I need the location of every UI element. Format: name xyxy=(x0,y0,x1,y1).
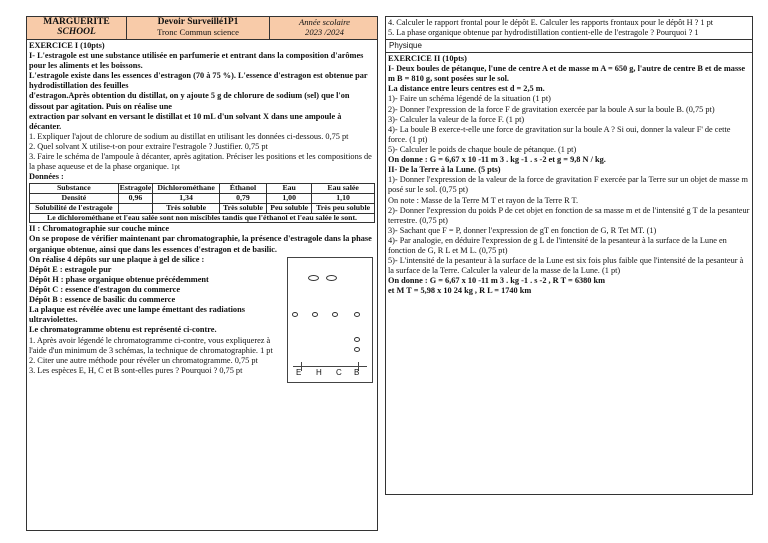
part1-intro: I- L'estragole est une substance utilisée en parfumerie et entrant dans la composition d'arômes pour les aliments et les boissons. xyxy=(29,51,364,71)
ex2-part2-question-5: 5)- L'intensité de la pesanteur à la surface de la Lune est six fois plus faible que l'intensité de la pesanteur à la surface de la Terre. Calculer la valeur de la masse de la Lune. (1 pt) xyxy=(388,256,744,276)
question-1: 1. Expliquer l'ajout de chlorure de sodium au distillat en utilisant les données ci-dessous. 0,75 pt xyxy=(29,131,349,141)
spot-marker xyxy=(354,312,360,317)
part2-intro: On se propose de vérifier maintenant par chromatographie, la présence d'estragole dans la phase organique obtenue, ainsi que dans les essences d'estragon et de basilic. xyxy=(29,234,372,254)
table-cell: 1,10 xyxy=(312,194,375,204)
exam-level: Tronc Commun science xyxy=(157,26,239,37)
exercise-2-title: EXERCICE II (10pts) xyxy=(388,53,467,63)
section-physique: Physique xyxy=(385,40,753,53)
deposit-b: Dépôt B : essence de basilic du commerce xyxy=(29,295,176,305)
continued-questions xyxy=(385,16,753,40)
part2-setup: On réalise 4 dépôts sur une plaque à gel de silice : xyxy=(29,254,205,264)
year-cell xyxy=(270,17,379,39)
ex2-question-4: 4)- La boule B exerce-t-elle une force de gravitation sur la boule A ? Si oui, donner la valeur F' de cette force. (1 pt) xyxy=(388,124,731,144)
spot-marker xyxy=(326,275,337,281)
table-cell: 0,96 xyxy=(118,194,153,204)
table-cell: Eau xyxy=(267,184,312,194)
plate-label-h: H xyxy=(316,367,322,377)
ex2-part1-intro: I- Deux boules de pétanque, l'une de centre A et de masse m A = 650 g, l'autre de centre B et de masse m B = 810 g, sont posées sur le sol. xyxy=(388,64,746,84)
table-cell: 1,34 xyxy=(153,194,220,204)
table-cell: Très soluble xyxy=(153,203,220,213)
title-cell xyxy=(127,17,270,39)
spot-marker xyxy=(292,312,298,317)
ex2-part2-note: On note : Masse de la Terre M T et rayon de la Terre R T. xyxy=(388,195,579,205)
year-value: 2023 /2024 xyxy=(305,26,344,37)
school-cell xyxy=(27,17,127,39)
ex2-part2-question-4: 4)- Par analogie, en déduire l'expression de g L de l'intensité de la pesanteur à la surface de la Lune en fonction de G, R L et M L. (0,75 pt) xyxy=(388,235,727,256)
question-3 xyxy=(29,152,375,172)
table-note: Le dichlorométhane et l'eau salée sont non miscibles tandis que l'éthanol et l'eau salée le sont. xyxy=(30,213,375,223)
table-row xyxy=(30,194,375,204)
chroma-question-2: 2. Citer une autre méthode pour révéler un chromatogramme. 0,75 pt xyxy=(29,355,258,365)
ex2-given-2-line1: On donne : G = 6,67 x 10 -11 m 3 . kg -1 . s -2 , R T = 6380 km xyxy=(388,276,606,286)
deposit-e: Dépôt E : estragole pur xyxy=(29,264,112,274)
chroma-question-1: 1. Après avoir légendé le chromatogramme ci-contre, vous expliquerez à l'aide d'un minimum de 3 schémas, la technique de chromatographie. 1 pt xyxy=(29,335,273,355)
table-row xyxy=(30,203,375,213)
table-cell: Dichlorométhane xyxy=(153,184,220,194)
question-3-text: 3. Faire le schéma de l'ampoule à décanter, après agitation. Préciser les positions et les compositions de la phase aqueuse et de la phase organique. xyxy=(29,152,372,172)
exercise-1-box xyxy=(26,40,378,531)
ex2-part2-question-1: 1)- Donner l'expression de la valeur de la force de gravitation F exercée par la Terre sur un objet de masse m posé sur le sol. (0,75 pt) xyxy=(388,175,748,195)
table-cell: Substance xyxy=(30,184,119,194)
part1-procedure: d'estragon.Après obtention du distillat, on y ajoute 5 g de chlorure de sodium (sel) que l'on dissout par agitation. Puis on réalise une xyxy=(29,91,350,111)
ex2-part2-question-3: 3)- Sachant que F = P, donner l'expression de gT en fonction de G, R Tet MT. (1) xyxy=(388,225,657,235)
table-cell: Eau salée xyxy=(312,184,375,194)
ex2-given-2-line2: et M T = 5,98 x 10 24 kg , R L = 1740 km xyxy=(388,286,532,296)
left-column xyxy=(26,16,378,528)
chroma-question-5: 5. La phase organique obtenue par hydrodistillation contient-elle de l'estragole ? Pourquoi ? 1 xyxy=(388,28,699,38)
ex2-question-3: 3)- Calculer la valeur de la force F. (1 pt) xyxy=(388,114,525,124)
deposit-c: Dépôt C : essence d'estragon du commerce xyxy=(29,285,181,294)
chroma-question-4: 4. Calculer le rapport frontal pour le dépôt E. Calculer les rapports frontaux pour le dépôt H ? 1 pt xyxy=(388,18,714,27)
data-label: Données : xyxy=(29,172,64,182)
ex2-part2-question-2: 2)- Donner l'expression du poids P de cet objet en fonction de sa masse m et de l'intensité g T de la pesanteur terrestre. (0,75 pt) xyxy=(388,205,750,225)
plate-label-c: C xyxy=(336,367,342,377)
right-column xyxy=(385,16,753,528)
table-cell: Densité xyxy=(30,194,119,204)
ex2-question-5: 5)- Calculer le poids de chaque boule de pétanque. (1 pt) xyxy=(388,144,577,154)
ex2-given-1: On donne : G = 6,67 x 10 -11 m 3 . kg -1 . s -2 et g = 9,8 N / kg. xyxy=(388,155,606,165)
table-cell: Estragole xyxy=(119,183,152,193)
chromatogram-shown: Le chromatogramme obtenu est représenté ci-contre. xyxy=(29,325,217,335)
question-2: 2. Quel solvant X utilise-t-on pour extraire l'estragole ? Justifier. 0,75 pt xyxy=(29,142,268,152)
exercise-1-title: EXERCICE I (10pts) xyxy=(29,40,105,50)
table-cell: Très soluble xyxy=(219,203,266,213)
exercise-2-box xyxy=(385,53,753,495)
spot-marker xyxy=(332,312,338,317)
ex2-part2-title: II- De la Terre à la Lune. (5 pts) xyxy=(388,165,501,175)
baseline-line xyxy=(293,366,367,367)
chromatogram-plate xyxy=(287,257,373,383)
spot-marker xyxy=(354,337,360,342)
spot-marker xyxy=(312,312,318,317)
table-cell: 0,79 xyxy=(219,194,266,204)
deposit-h: Dépôt H : phase organique obtenue précédemment xyxy=(29,274,209,284)
spot-marker xyxy=(354,347,360,352)
school-subtitle: SCHOOL xyxy=(57,26,96,37)
question-3-points: 1pt xyxy=(171,163,180,172)
substances-table xyxy=(29,183,375,223)
table-cell: Très peu soluble xyxy=(312,203,375,213)
part1-extraction: extraction par solvant en versant le distillat et 10 mL d'un solvant X dans une ampoule à décanter. xyxy=(29,111,342,131)
table-cell xyxy=(118,203,153,213)
plate-label-e: E xyxy=(296,367,302,377)
ex2-distance: La distance entre leurs centres est d = 2,5 m. xyxy=(388,84,545,94)
table-cell: Peu soluble xyxy=(267,203,312,213)
part2-title: II : Chromatographie sur couche mince xyxy=(29,224,170,234)
table-note-row xyxy=(30,213,375,223)
exam-header xyxy=(26,16,378,40)
table-cell: Éthanol xyxy=(219,184,266,194)
school-name: MARGUERITE xyxy=(43,17,110,27)
year-label: Année scolaire xyxy=(299,17,350,27)
ex2-question-1: 1)- Faire un schéma légendé de la situation (1 pt) xyxy=(388,94,551,104)
spot-marker xyxy=(308,275,319,281)
ex2-question-2: 2)- Donner l'expression de la force F de gravitation exercée par la boule A sur la boule B. (0,75 pt) xyxy=(388,104,715,114)
part1-obtained: L'estragole existe dans les essences d'estragon (70 à 75 %). L'essence d'estragon est obtenue par hydrodistillation des feuilles xyxy=(29,71,368,91)
exam-title: Devoir Surveillé1P1 xyxy=(157,17,239,27)
table-cell: 1,00 xyxy=(267,194,312,204)
table-cell: Solubilité de l'estragole xyxy=(30,203,119,213)
plate-revealed: La plaque est révélée avec une lampe émettant des radiations ultraviolettes. xyxy=(29,305,245,325)
plate-label-b: B xyxy=(354,367,360,377)
chroma-question-3: 3. Les espèces E, H, C et B sont-elles pures ? Pourquoi ? 0,75 pt xyxy=(29,365,243,375)
